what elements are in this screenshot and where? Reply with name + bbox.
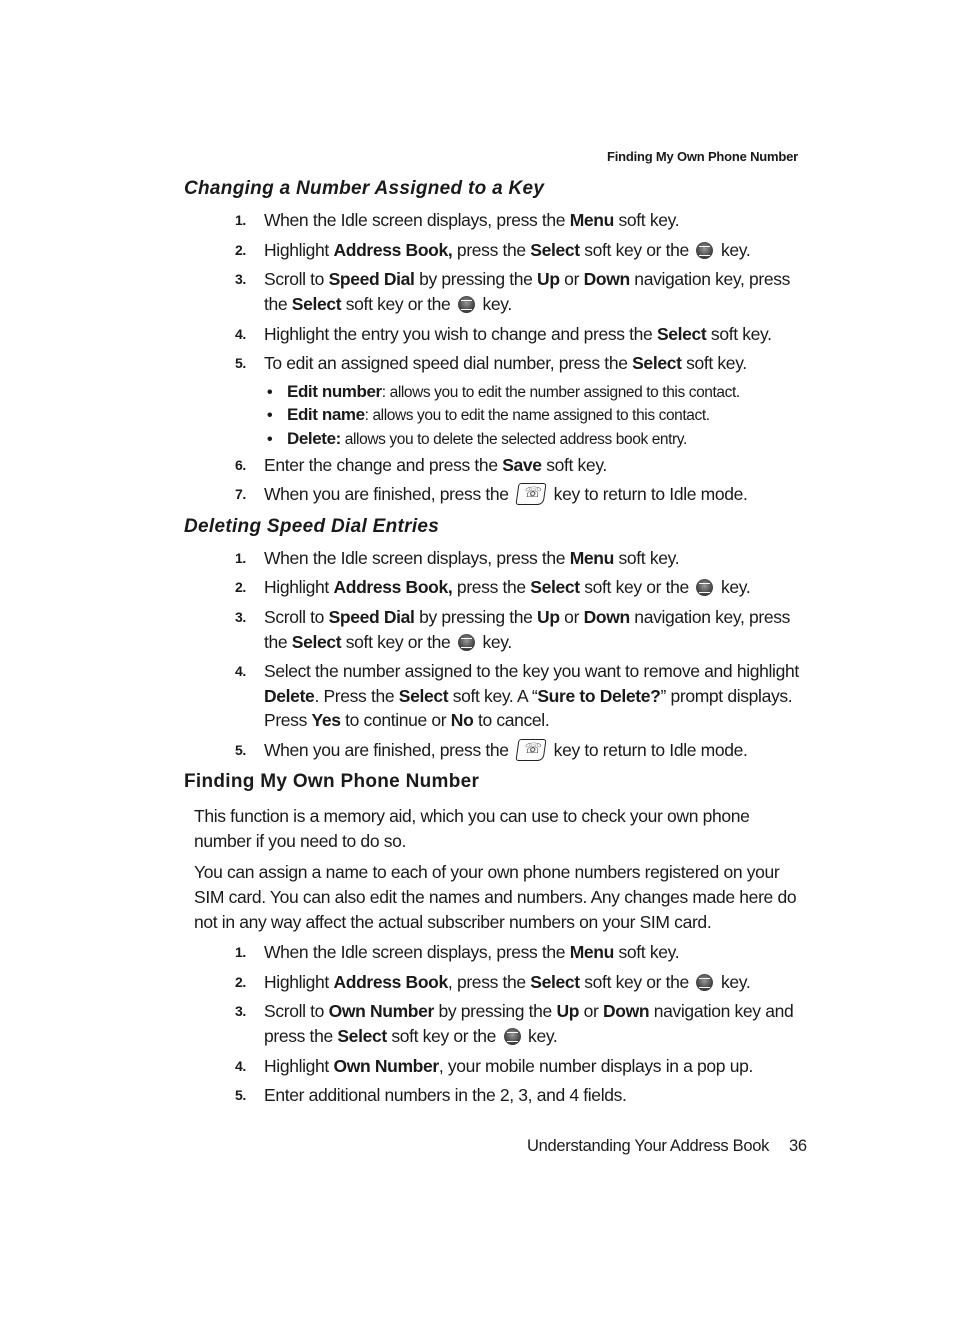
step-text: When the Idle screen displays, press the Menu soft key. (264, 548, 680, 568)
step-number: 1. (235, 550, 246, 566)
step-number: 5. (235, 742, 246, 758)
bullet-item: • Edit number: allows you to edit the number assigned to this contact. (267, 382, 740, 401)
step-number: 3. (235, 271, 246, 287)
step-number: 2. (235, 974, 246, 990)
page-number: 36 (789, 1137, 807, 1155)
ok-key-icon (458, 296, 475, 313)
end-key-icon (516, 739, 547, 761)
step-number: 5. (235, 1087, 246, 1103)
section-heading-finding-own-number: Finding My Own Phone Number (184, 771, 480, 792)
step-text: Highlight Own Number, your mobile number displays in a pop up. (264, 1056, 753, 1076)
bullet-label: Delete: (287, 429, 341, 448)
step-number: 5. (235, 355, 246, 371)
step-text: Highlight Address Book, press the Select soft key or the key. (264, 972, 751, 992)
ok-key-icon (458, 634, 475, 651)
ok-key-icon (696, 579, 713, 596)
step-number: 4. (235, 663, 246, 679)
section-heading-deleting-speed-dial: Deleting Speed Dial Entries (184, 516, 440, 537)
step-number: 2. (235, 242, 246, 258)
step-text: Scroll to Speed Dial by pressing the Up or Down navigation key, press the Select soft key or the key. (264, 607, 791, 652)
bullet-label: Edit name (287, 405, 365, 424)
bullet-item: • Edit name: allows you to edit the name assigned to this contact. (267, 405, 710, 424)
step-number: 3. (235, 1003, 246, 1019)
step-text: When the Idle screen displays, press the Menu soft key. (264, 942, 680, 962)
step-text: When the Idle screen displays, press the Menu soft key. (264, 210, 680, 230)
bullet-item: • Delete: allows you to delete the selected address book entry. (267, 429, 687, 448)
bullet-desc: : allows you to edit the name assigned to this contact. (364, 407, 710, 424)
step-text: Highlight the entry you wish to change and press the Select soft key. (264, 324, 772, 344)
step-text: Scroll to Speed Dial by pressing the Up or Down navigation key, press the Select soft key or the key. (264, 269, 791, 314)
step-number: 1. (235, 212, 246, 228)
ok-key-icon (696, 242, 713, 259)
step-number: 7. (235, 486, 246, 502)
bullet-desc: : allows you to edit the number assigned to this contact. (381, 384, 740, 401)
step-text: Enter additional numbers in the 2, 3, and 4 fields. (264, 1085, 627, 1105)
step-text: When you are finished, press the ☏ key to return to Idle mode. (264, 482, 804, 507)
step-text: Scroll to Own Number by pressing the Up or Down navigation key and press the Select soft key or the key. (264, 1001, 794, 1046)
bullet-label: Edit number (287, 382, 382, 401)
step-text: When you are finished, press the ☏ key to return to Idle mode. (264, 738, 804, 763)
bullet-desc: allows you to delete the selected address book entry. (340, 431, 687, 448)
step-number: 6. (235, 457, 246, 473)
step-number: 2. (235, 579, 246, 595)
running-header: Finding My Own Phone Number (606, 149, 798, 164)
end-key-icon (516, 483, 547, 505)
step-number: 3. (235, 609, 246, 625)
section-heading-changing-number: Changing a Number Assigned to a Key (184, 178, 545, 199)
step-text: Select the number assigned to the key you want to remove and highlight Delete. Press the Select soft key. A “Sure to Delete?” prompt displays. Press Yes to continue or No to cancel. (264, 661, 799, 730)
paragraph: You can assign a name to each of your own phone numbers registered on your SIM card. You can also edit the names and numbers. Any changes made here do not in any way affect the actual subscriber numbers on your SIM card. (194, 862, 797, 932)
step-text: Highlight Address Book, press the Select soft key or the key. (264, 577, 751, 597)
step-text: Enter the change and press the Save soft key. (264, 455, 607, 475)
page-footer (527, 1137, 807, 1156)
step-number: 4. (235, 326, 246, 342)
step-number: 4. (235, 1058, 246, 1074)
ok-key-icon (504, 1028, 521, 1045)
paragraph: This function is a memory aid, which you can use to check your own phone number if you need to do so. (194, 806, 750, 851)
step-text: To edit an assigned speed dial number, press the Select soft key. (264, 353, 747, 373)
step-number: 1. (235, 944, 246, 960)
ok-key-icon (696, 974, 713, 991)
footer-chapter-title: Understanding Your Address Book (527, 1137, 770, 1155)
step-text: Highlight Address Book, press the Select soft key or the key. (264, 240, 751, 260)
